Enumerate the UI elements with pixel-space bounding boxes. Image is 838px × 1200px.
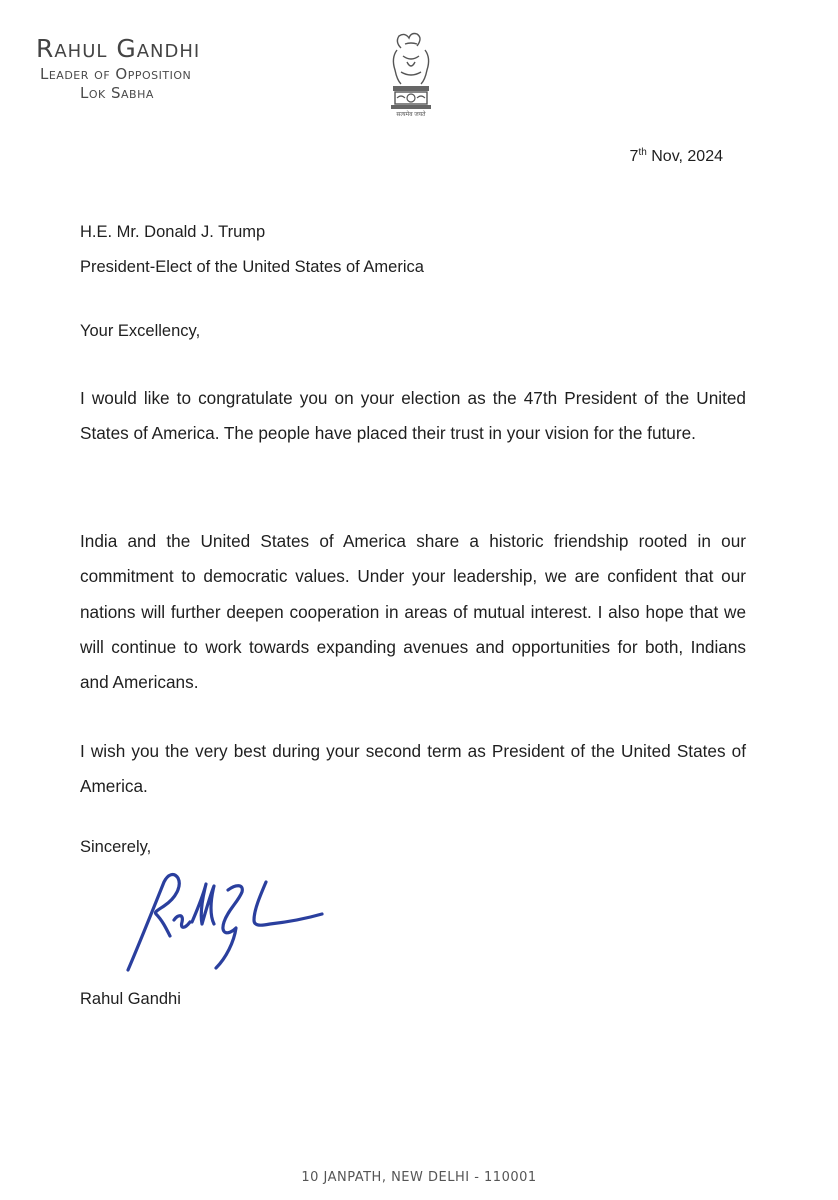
emblem-motto: सत्यमेव जयते — [396, 112, 426, 118]
date-suffix: th — [638, 147, 647, 158]
salutation: Your Excellency, — [80, 322, 201, 340]
body-paragraph-1: I would like to congratulate you on your election as the 47th President of the United States of America. The people have placed their trust in your vision for the future. — [80, 388, 746, 444]
closing: Sincerely, — [80, 838, 152, 856]
letterhead — [36, 34, 200, 103]
recipient-name: H.E. Mr. Donald J. Trump — [80, 223, 266, 241]
body-paragraph-3: I wish you the very best during your second term as President of the United States of America. — [80, 741, 746, 797]
state-emblem-icon — [379, 28, 443, 120]
footer-address: 10 JANPATH, NEW DELHI - 110001 — [301, 1170, 537, 1185]
recipient-designation: President-Elect of the United States of America — [80, 258, 424, 276]
letterhead-name: Rahul Gandhi — [36, 34, 201, 63]
recipient-block — [80, 215, 424, 285]
body-paragraph-2: India and the United States of America share a historic friendship rooted in our commitment to democratic values. Under your leadership, we are confident that our nations will further deepen cooperation in areas of mutual interest. I also hope that we will continue to work towards expanding avenues and opportunities for both, Indians and Americans. — [80, 531, 746, 693]
letter-date — [630, 148, 723, 166]
letterhead-house: Lok Sabha — [80, 84, 154, 102]
date-day: 7 — [629, 148, 639, 165]
handwritten-signature — [118, 862, 333, 980]
letterhead-title: Leader of Opposition — [40, 65, 192, 83]
signer-name: Rahul Gandhi — [80, 990, 181, 1008]
date-rest: Nov, 2024 — [646, 148, 723, 165]
